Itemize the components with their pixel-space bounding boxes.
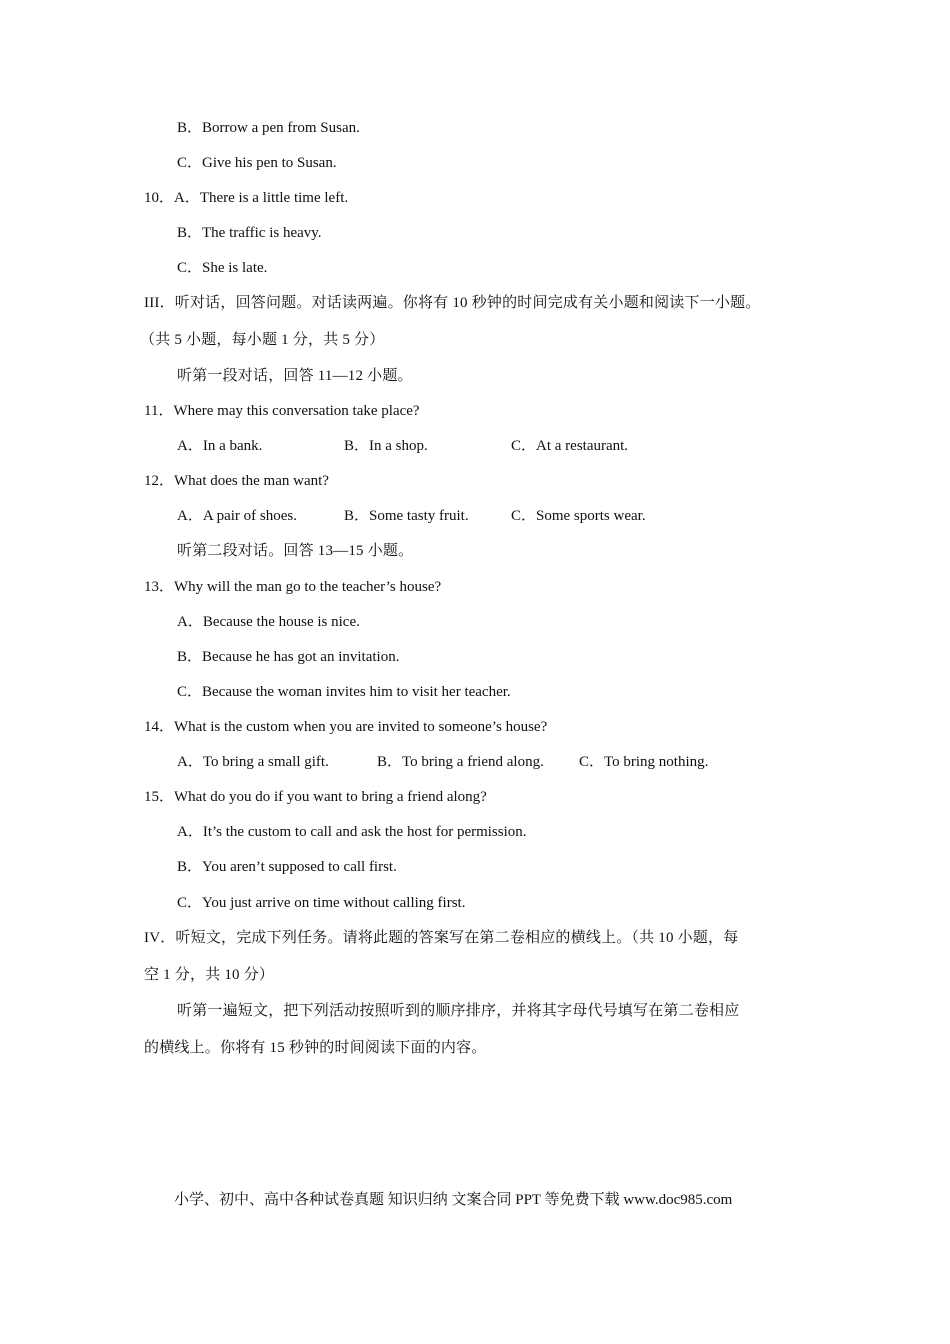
q15-option-a: A．It’s the custom to call and ask the host for permission. — [177, 824, 527, 840]
q15-question: 15．What do you do if you want to bring a friend along? — [144, 789, 487, 805]
section-iii-score: （共 5 小题，每小题 1 分，共 5 分） — [140, 332, 385, 348]
q10-option-b: B．The traffic is heavy. — [177, 225, 322, 241]
q13-option-b: B．Because he has got an invitation. — [177, 649, 400, 665]
section-iii-heading: III．听对话，回答问题。对话读两遍。你将有 10 秒钟的时间完成有关小题和阅读下一小题。 — [144, 295, 761, 311]
section-iv-instruction-line-1: 听第一遍短文，把下列活动按照听到的顺序排序，并将其字母代号填写在第二卷相应 — [177, 1003, 740, 1019]
q11-option-a: A．In a bank. — [177, 438, 263, 454]
section-iv-instruction-line-2: 的横线上。你将有 15 秒钟的时间阅读下面的内容。 — [144, 1040, 487, 1056]
dialogue-1-instruction: 听第一段对话，回答 11—12 小题。 — [177, 368, 413, 384]
q10-option-a: 10．A．There is a little time left. — [144, 190, 349, 206]
q11-option-b: B．In a shop. — [344, 438, 428, 454]
dialogue-2-instruction: 听第二段对话。回答 13—15 小题。 — [177, 543, 414, 559]
q13-option-c: C．Because the woman invites him to visit her teacher. — [177, 684, 511, 700]
q12-option-b: B．Some tasty fruit. — [344, 508, 469, 524]
q15-option-c: C．You just arrive on time without calling first. — [177, 895, 466, 911]
q13-option-a: A．Because the house is nice. — [177, 614, 360, 630]
q14-option-c: C．To bring nothing. — [579, 754, 709, 770]
q15-option-b: B．You aren’t supposed to call first. — [177, 859, 397, 875]
q12-option-c: C．Some sports wear. — [511, 508, 646, 524]
q14-option-b: B．To bring a friend along. — [377, 754, 544, 770]
q11-question: 11．Where may this conversation take place? — [144, 403, 420, 419]
q9-option-b: B．Borrow a pen from Susan. — [177, 120, 360, 136]
q11-option-c: C．At a restaurant. — [511, 438, 629, 454]
section-iv-heading: IV．听短文，完成下列任务。请将此题的答案写在第二卷相应的横线上。（共 10 小题，每 — [144, 930, 739, 946]
q12-option-a: A．A pair of shoes. — [177, 508, 297, 524]
q10-option-c: C．She is late. — [177, 260, 268, 276]
q12-question: 12．What does the man want? — [144, 473, 329, 489]
q9-option-c: C．Give his pen to Susan. — [177, 155, 337, 171]
q13-question: 13．Why will the man go to the teacher’s house? — [144, 579, 442, 595]
section-iv-score: 空 1 分，共 10 分） — [144, 967, 275, 983]
page-footer: 小学、初中、高中各种试卷真题 知识归纳 文案合同 PPT 等免费下载 www.doc985.com — [174, 1192, 733, 1208]
q14-question: 14．What is the custom when you are invited to someone’s house? — [144, 719, 548, 735]
q14-option-a: A．To bring a small gift. — [177, 754, 329, 770]
